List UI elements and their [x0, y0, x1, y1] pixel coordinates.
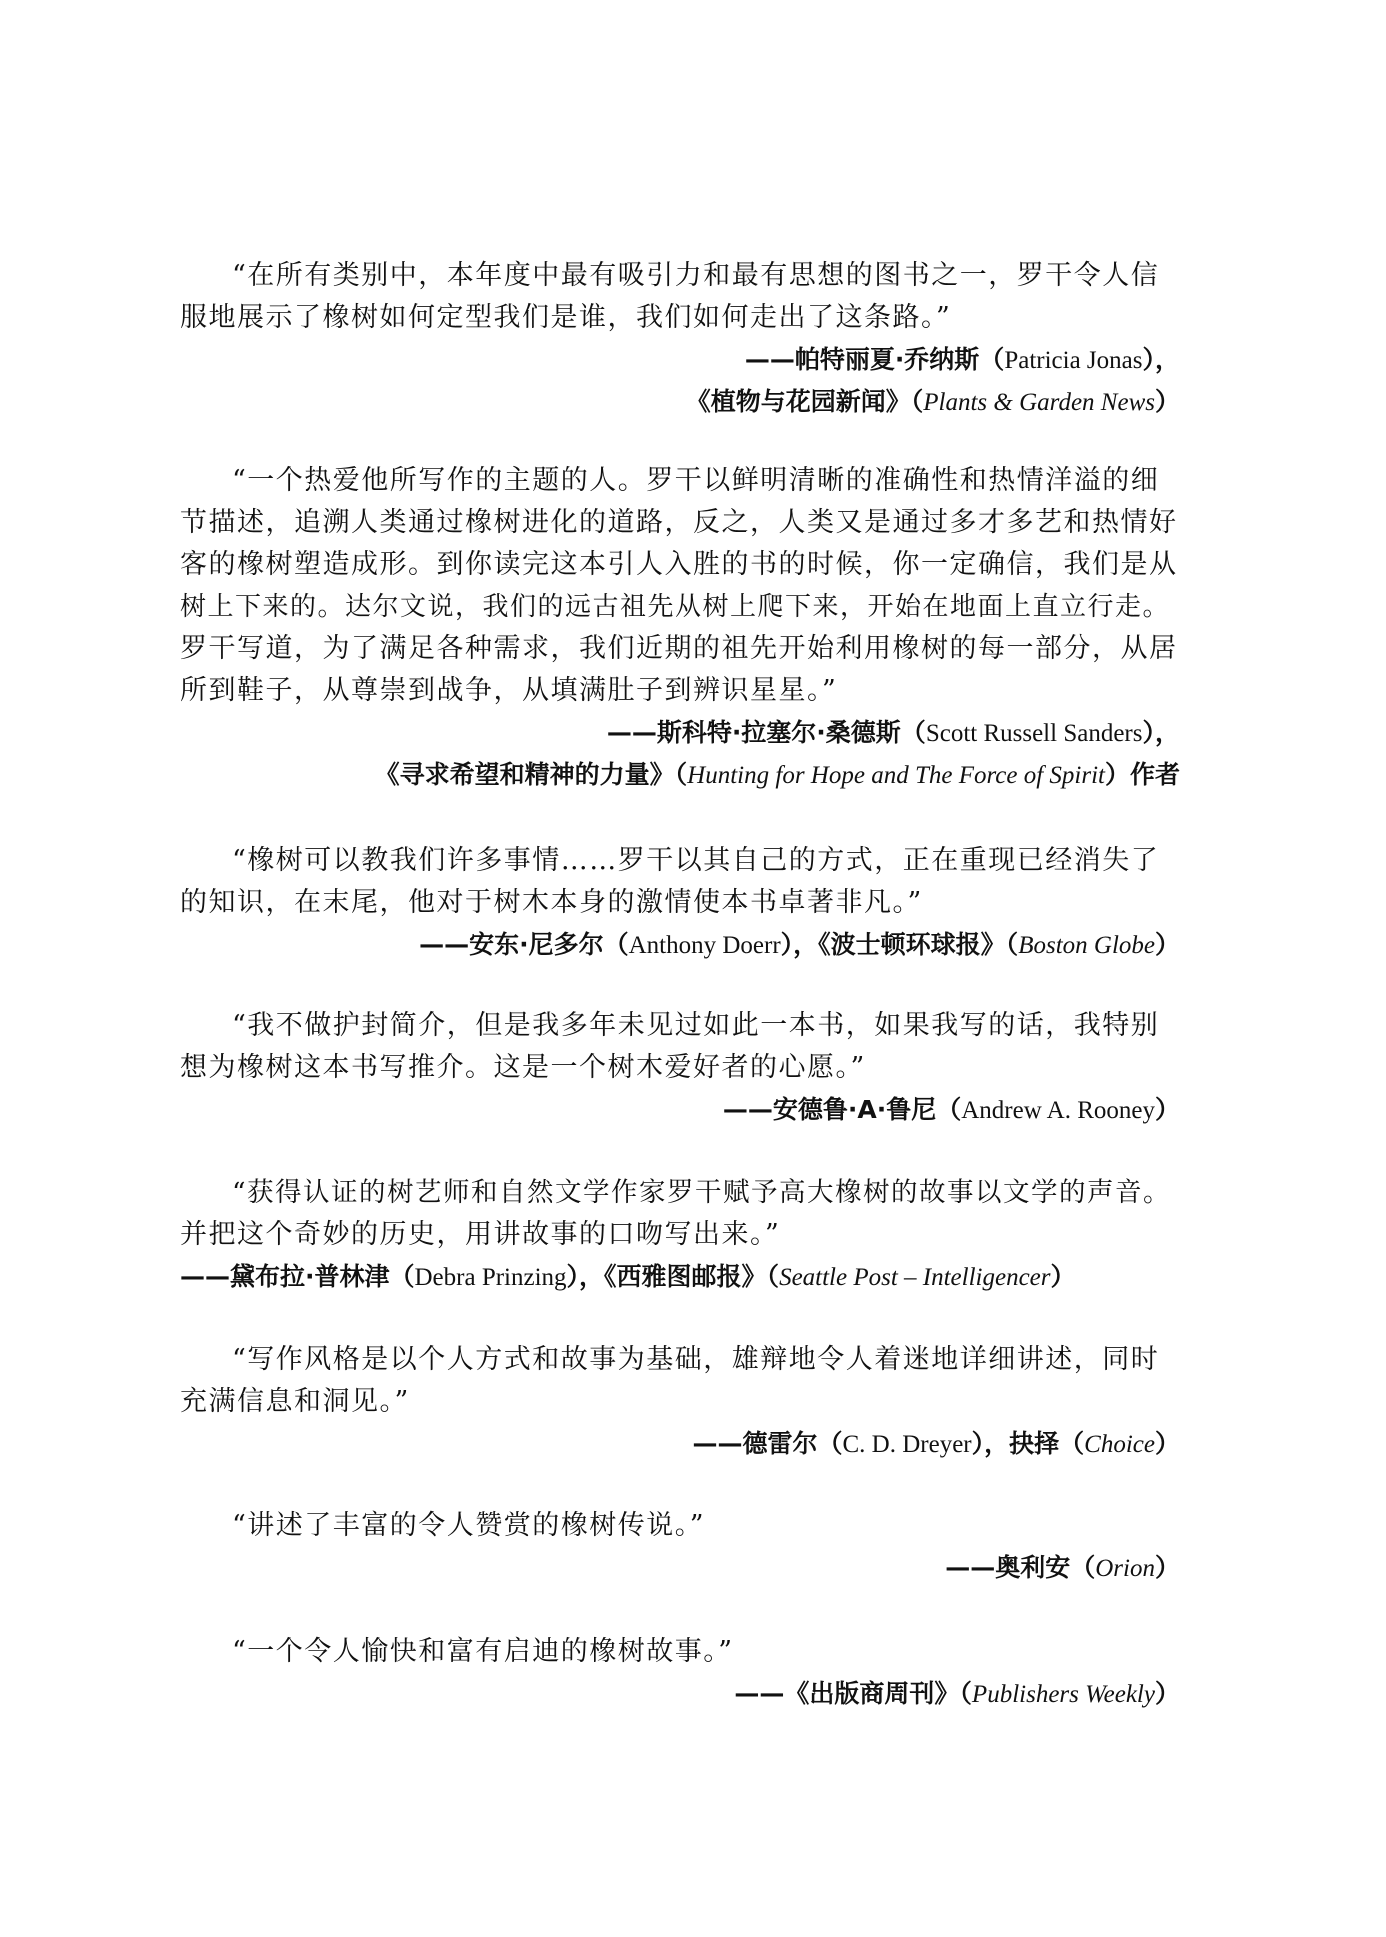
quote-line: 罗干写道，为了满足各种需求，我们近期的祖先开始利用橡树的每一部分，从居 — [180, 633, 1178, 664]
quote-line: “讲述了丰富的令人赞赏的橡树传说。” — [232, 1510, 706, 1541]
quote-line: 并把这个奇妙的历史，用讲故事的口吻写出来。” — [180, 1219, 781, 1250]
review-attribution: ——安德鲁·A·鲁尼（Andrew A. Rooney） — [722, 1095, 1180, 1124]
review-attribution: ——《出版商周刊》（Publishers Weekly） — [734, 1679, 1180, 1708]
quote-line: 服地展示了橡树如何定型我们是谁，我们如何走出了这条路。” — [180, 302, 952, 333]
quote-line: 的知识，在末尾，他对于树木本身的激情使本书卓著非凡。” — [180, 887, 923, 918]
review-4 — [180, 1005, 1180, 1131]
review-source: 《寻求希望和精神的力量》（Hunting for Hope and The Force of Spirit）作者 — [374, 760, 1180, 789]
review-attribution: ——帕特丽夏·乔纳斯（Patricia Jonas）， — [744, 345, 1180, 374]
review-attribution: ——奥利安（Orion） — [945, 1553, 1180, 1582]
quote-line: 客的橡树塑造成形。到你读完这本引人入胜的书的时候，你一定确信，我们是从 — [180, 549, 1178, 580]
review-3 — [180, 840, 1180, 966]
quote-line: “我不做护封简介，但是我多年未见过如此一本书，如果我写的话，我特别 — [232, 1010, 1160, 1041]
review-2 — [180, 460, 1180, 796]
review-5 — [180, 1172, 1180, 1298]
quote-line: “一个热爱他所写作的主题的人。罗干以鲜明清晰的准确性和热情洋溢的细 — [232, 465, 1160, 496]
quote-line: 节描述，追溯人类通过橡树进化的道路，反之，人类又是通过多才多艺和热情好 — [180, 507, 1178, 538]
review-6 — [180, 1339, 1180, 1465]
review-1 — [180, 255, 1180, 423]
quote-line: 充满信息和洞见。” — [180, 1386, 410, 1417]
review-attribution: ——黛布拉·普林津（Debra Prinzing），《西雅图邮报》（Seattle Post – Intelligencer） — [180, 1262, 1076, 1291]
quote-line: “在所有类别中，本年度中最有吸引力和最有思想的图书之一，罗干令人信 — [232, 260, 1160, 291]
quote-line: “获得认证的树艺师和自然文学作家罗干赋予高大橡树的故事以文学的声音。 — [232, 1177, 1172, 1208]
quote-line: 树上下来的。达尔文说，我们的远古祖先从树上爬下来，开始在地面上直立行走。 — [180, 592, 1171, 622]
quote-line: “写作风格是以个人方式和故事为基础，雄辩地令人着迷地详细讲述，同时 — [232, 1344, 1160, 1375]
quote-line: 所到鞋子，从尊崇到战争，从填满肚子到辨识星星。” — [180, 675, 838, 706]
review-attribution: ——斯科特·拉塞尔·桑德斯（Scott Russell Sanders）， — [606, 718, 1180, 747]
review-attribution: ——安东·尼多尔（Anthony Doerr），《波士顿环球报》（Boston Globe） — [419, 930, 1180, 959]
quote-line: “橡树可以教我们许多事情……罗干以其自己的方式，正在重现已经消失了 — [232, 845, 1160, 876]
review-attribution: ——德雷尔（C. D. Dreyer），抉择（Choice） — [692, 1429, 1180, 1458]
blurb-page — [180, 0, 1180, 1937]
review-7 — [180, 1505, 1180, 1589]
review-8 — [180, 1631, 1180, 1715]
quote-line: “一个令人愉快和富有启迪的橡树故事。” — [232, 1636, 734, 1667]
quote-line: 想为橡树这本书写推介。这是一个树木爱好者的心愿。” — [180, 1052, 866, 1083]
review-source: 《植物与花园新闻》（Plants & Garden News） — [685, 387, 1180, 416]
